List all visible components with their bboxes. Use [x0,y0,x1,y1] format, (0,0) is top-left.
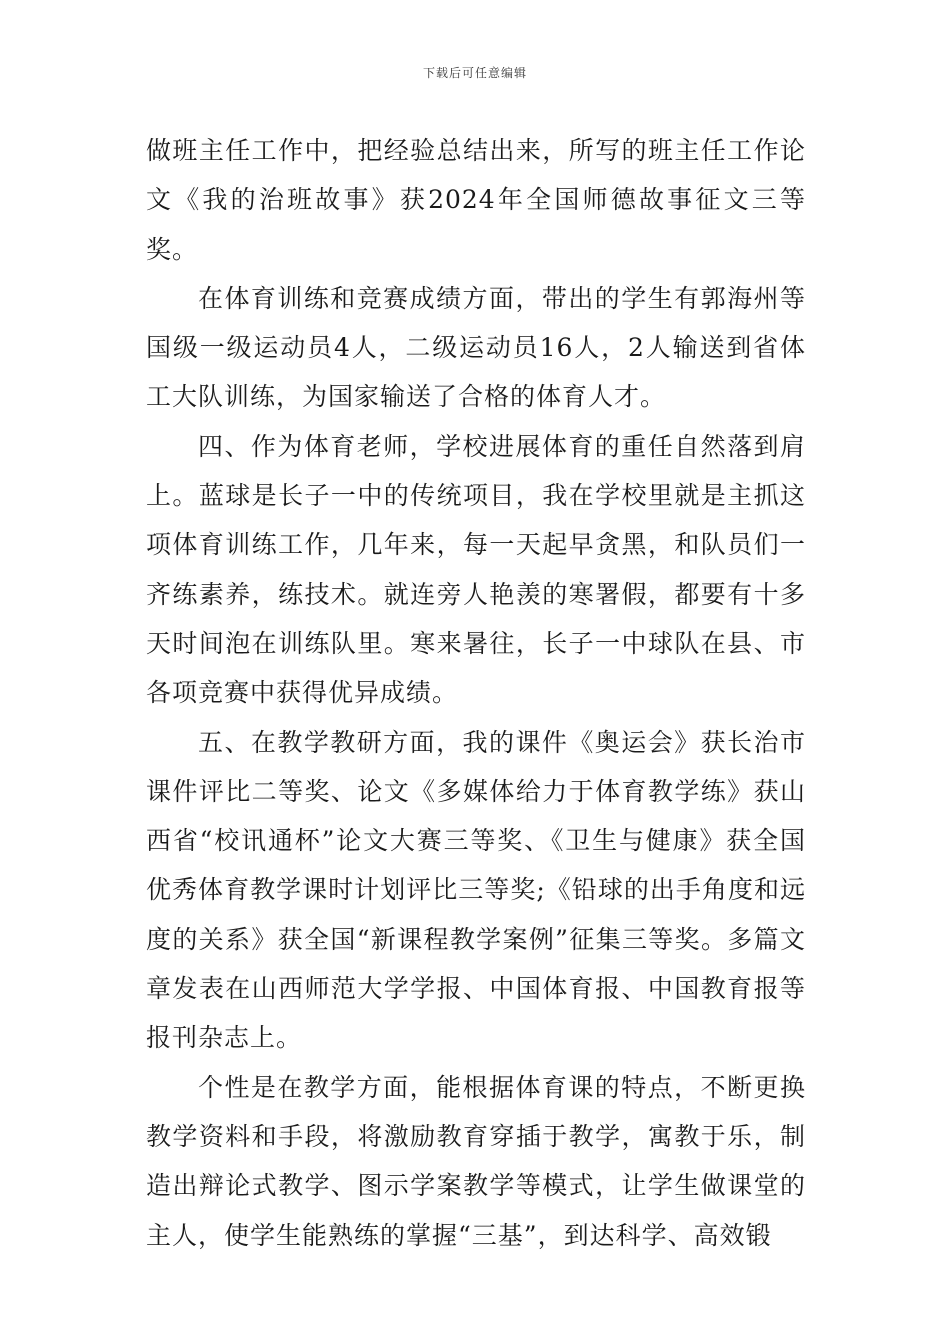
paragraph-2: 在体育训练和竞赛成绩方面，带出的学生有郭海州等国级一级运动员4人，二级运动员16人，2人输送到省体工大队训练，为国家输送了合格的体育人才。 [146,283,806,412]
page-header: 下载后可任意编辑 [422,66,527,80]
document-body [146,126,806,1260]
paragraph-1: 做班主任工作中，把经验总结出来，所写的班主任工作论文《我的治班故事》获2024年全国师德故事征文三等奖。 [146,136,806,264]
paragraph-3: 四、作为体育老师，学校进展体育的重任自然落到肩上。蓝球是长子一中的传统项目，我在学校里就是主抓这项体育训练工作，几年来，每一天起早贪黑，和队员们一齐练素养，练技术。就连旁人艳羡的寒署假，都要有十多天时间泡在训练队里。寒来暑往，长子一中球队在县、市各项竞赛中获得优异成绩。 [146,431,806,708]
paragraph-4: 五、在教学教研方面，我的课件《奥运会》获长治市课件评比二等奖、论文《多媒体给力于体育教学练》获山西省“校讯通杯”论文大赛三等奖、《卫生与健康》获全国优秀体育教学课时计划评比三等奖;《铅球的出手角度和远度的关系》获全国“新课程教学案例”征集三等奖。多篇文章发表在山西师范大学学报、中国体育报、中国教育报等报刊杂志上。 [146,727,806,1053]
paragraph-5: 个性是在教学方面，能根据体育课的特点，不断更换教学资料和手段，将激励教育穿插于教学，寓教于乐，制造出辩论式教学、图示学案教学等模式，让学生做课堂的主人，使学生能熟练的掌握“三基”，到达科学、高效锻 [146,1072,806,1250]
